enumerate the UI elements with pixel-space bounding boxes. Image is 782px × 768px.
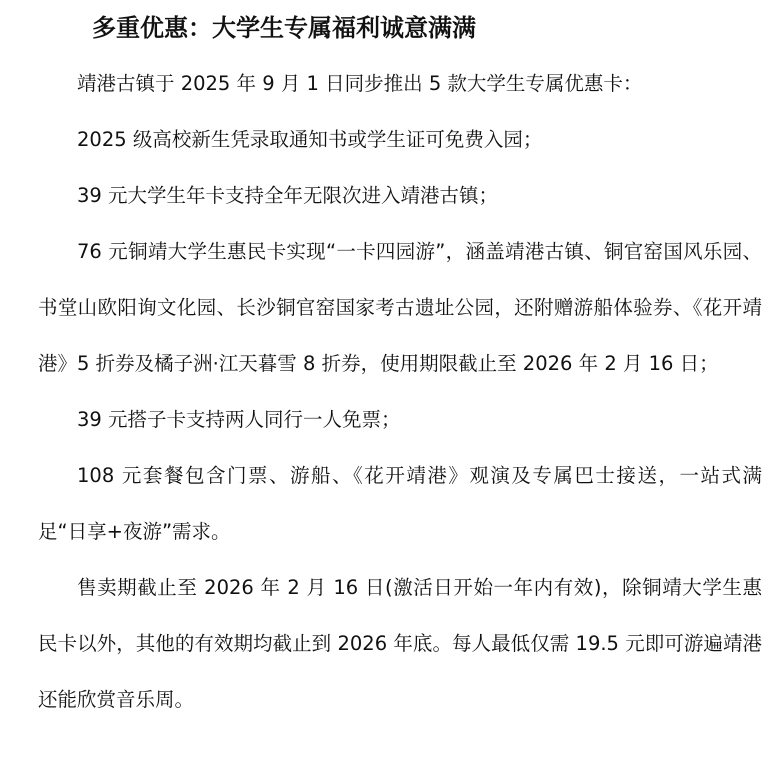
document-title: 多重优惠：大学生专属福利诚意满满	[92, 14, 476, 42]
paragraph-annual-card: 39 元大学生年卡支持全年无限次进入靖港古镇；	[77, 184, 499, 207]
paragraph-huimin-card: 76 元铜靖大学生惠民卡实现“一卡四园游”，涵盖靖港古镇、铜官窑国风乐园、书堂山欧阳询文化园、长沙铜官窑国家考古遗址公园，还附赠游船体验券、《花开靖港》5 折券及橘子洲·江天暮雪 8 折券，使用期限截止至 2026 年 2 月 16 日；	[38, 240, 762, 375]
paragraph-package-108: 108 元套餐包含门票、游船、《花开靖港》观演及专属巴士接送，一站式满足“日享+夜游”需求。	[38, 464, 762, 543]
paragraph-sale-period: 售卖期截止至 2026 年 2 月 16 日(激活日开始一年内有效)，除铜靖大学生惠民卡以外，其他的有效期均截止到 2026 年底。每人最低仅需 19.5 元即可游遍靖港还能欣赏音乐周。	[38, 576, 762, 711]
paragraph-freshman-free-entry: 2025 级高校新生凭录取通知书或学生证可免费入园；	[77, 128, 543, 151]
paragraph-card-launch: 靖港古镇于 2025 年 9 月 1 日同步推出 5 款大学生专属优惠卡：	[77, 72, 643, 95]
paragraph-buddy-card: 39 元搭子卡支持两人同行一人免票；	[77, 408, 401, 431]
